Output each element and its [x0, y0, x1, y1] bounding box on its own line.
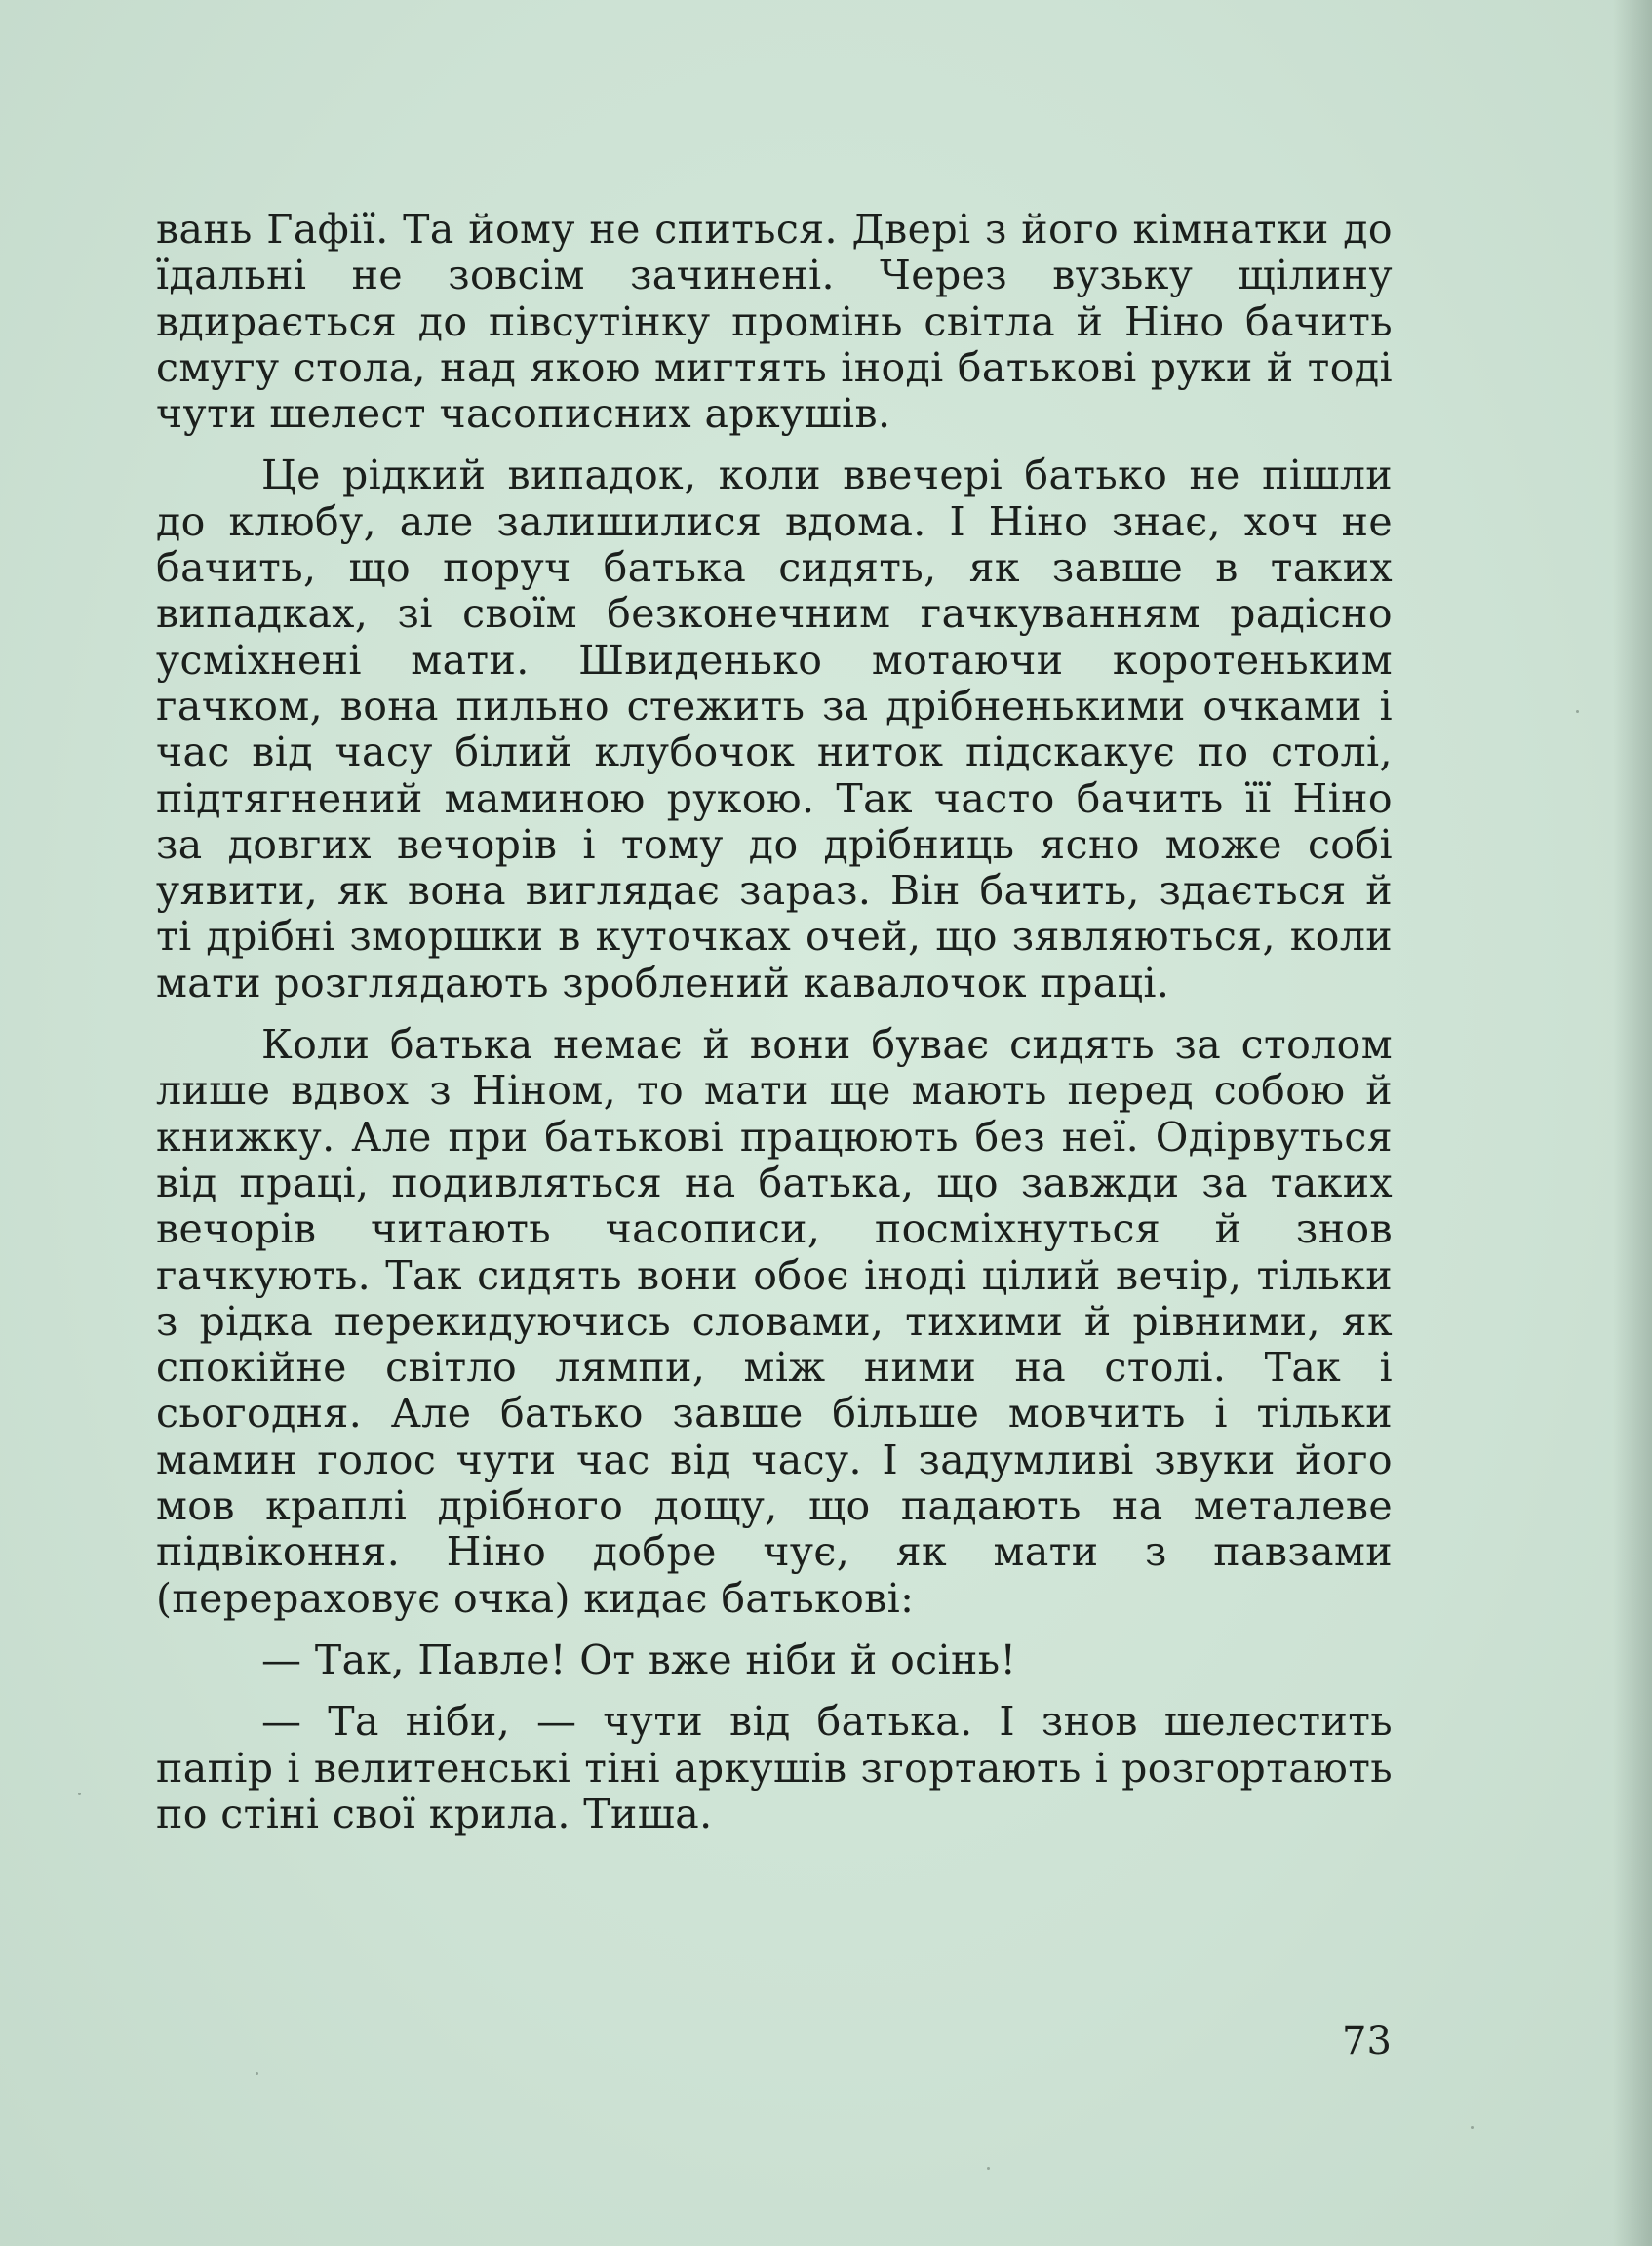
paper-speck: [1471, 2126, 1474, 2129]
dialogue-line: — Так, Павле! От вже ніби й осінь!: [261, 1635, 1017, 1683]
paper-speck: [987, 2167, 990, 2170]
paragraph: Це рідкий випадок, коли ввечері батько не пішли до клюбу, але залишилися вдома. І Ніно знає, хоч не бачить, що поруч батька сидять, як завше в таких випадках, зі своїм безконечним гачкуванням радісно усміхнені мати. Швиденько мотаючи коротеньким гачком, вона пильно стежить за дрібненькими очками і час від часу білий клубочок ниток підскакує по столі, підтягнений маминою рукою. Так часто бачить її Ніно за довгих вечорів і тому до дрібниць ясно може собі уявити, як вона виглядає зараз. Він бачить, здається й ті дрібні зморшки в куточках очей, що зявляються, коли мати розглядають зроблений кавалочок праці.: [156, 452, 1393, 1006]
paragraph: вань Гафії. Та йому не спиться. Двері з його кімнатки до їдальні не зовсім зачинені. Через вузьку щілину вдирається до півсутінку промінь світла й Ніно бачить смугу стола, над якою мигтять іноді батькові руки й тоді чути шелест часописних аркушів.: [156, 206, 1393, 438]
page-edge-shadow: [1613, 0, 1652, 2246]
dialogue-line: — Та ніби, — чути від батька. І знов шелестить папір і велитенські тіні аркушів згортають і розгортають по стіні свої крила. Тиша.: [156, 1698, 1393, 1837]
page-number: 73: [1342, 2019, 1392, 2064]
paper-speck: [78, 1793, 81, 1795]
paper-speck: [1576, 710, 1579, 713]
paper-speck: [256, 2072, 258, 2075]
body-text: [156, 207, 1393, 1837]
paragraph: Коли батька немає й вони буває сидять за столом лише вдвох з Ніном, то мати ще мають перед собою й книжку. Але при батькові працюють без неї. Одірвуться від праці, подивляться на батька, що завжди за таких вечорів читають часописи, посміхнуться й знов гачкують. Так сидять вони обоє іноді цілий вечір, тільки з рідка перекидуючись словами, тихими й рівними, як спокійне світло лямпи, між ними на столі. Так і сьогодня. Але батько завше більше мовчить і тільки мамин голос чути час від часу. І задумливі звуки його мов краплі дрібного дощу, що падають на металеве підвіконня. Ніно добре чує, як мати з павзами (перераховує очка) кидає батькові:: [156, 1021, 1393, 1622]
